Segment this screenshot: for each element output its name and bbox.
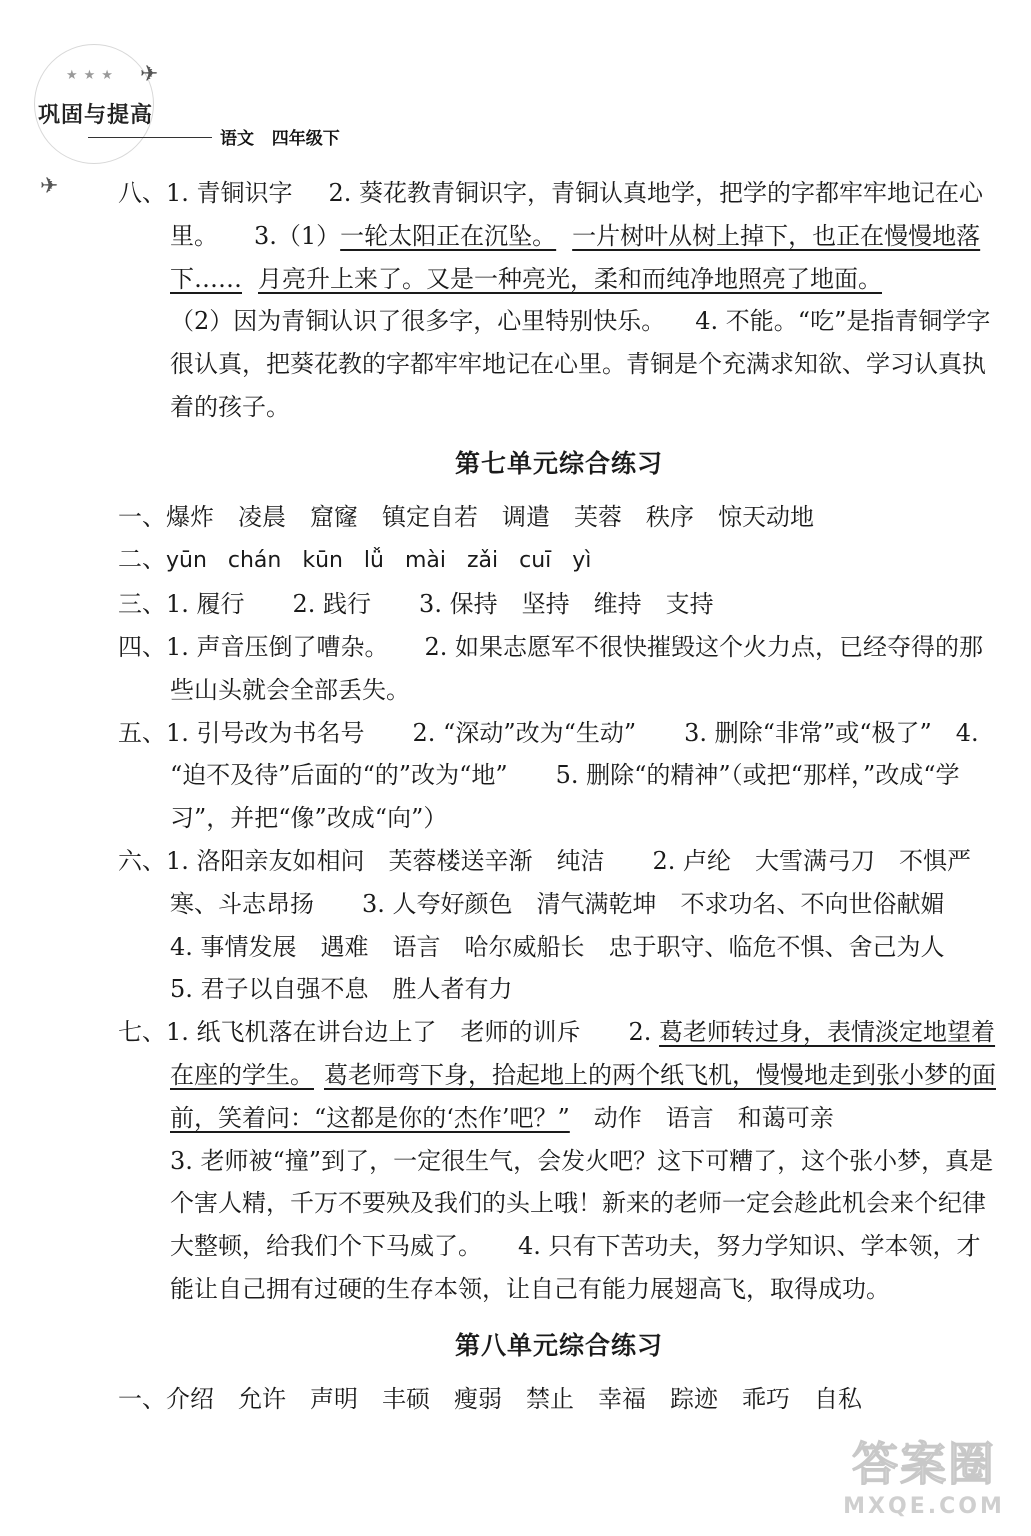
unit7-q2 bbox=[118, 538, 1000, 583]
stars-icon: ★★★ bbox=[66, 68, 119, 83]
q8-underline-1: 一轮太阳正在沉坠。 bbox=[340, 221, 557, 250]
unit7-q7-part2: 动作 语言 和蔼可亲 bbox=[569, 1103, 834, 1132]
subject-grade-label: 语文 四年级下 bbox=[220, 129, 340, 149]
unit7-q4: 四、1. 声音压倒了嘈杂。 2. 如果志愿军不很快摧毁这个火力点，已经夺得的那些山头就会全部丢失。 bbox=[118, 632, 984, 704]
unit7-q1: 一、爆炸 凌晨 窟窿 镇定自若 调遣 芙蓉 秩序 惊天动地 bbox=[118, 502, 814, 531]
unit7-q7-part1: 七、1. 纸飞机落在讲台边上了 老师的训斥 2. bbox=[118, 1018, 660, 1047]
unit7-q2-pinyin: yūn chán kūn lǚ mài zǎi cuī yì bbox=[166, 548, 592, 574]
q8-part2: 2. 葵花教青铜识字，青铜认真地学，把学的字都牢牢地记在心里。 bbox=[170, 179, 984, 250]
q8-answer bbox=[118, 172, 1000, 429]
unit7-title: 第七单元综合练习 bbox=[454, 448, 663, 478]
q8-part3-2: （2）因为青铜认识了很多字，心里特别快乐。 bbox=[170, 307, 666, 336]
unit8-q1: 一、介绍 允许 声明 丰硕 瘦弱 禁止 幸福 踪迹 乖巧 自私 bbox=[118, 1384, 862, 1413]
unit8-title: 第八单元综合练习 bbox=[454, 1330, 663, 1360]
answer-content bbox=[118, 172, 1000, 1420]
unit7-q5: 五、1. 引号改为书名号 2. “深动”改为“生动” 3. 删除“非常”或“极了” 4. “迫不及待”后面的“的”改为“地” 5. 删除“的精神”（或把“那样，”改成“学习”，并把“像”改成“向”） bbox=[118, 718, 979, 833]
watermark-url: MXQE.COM bbox=[843, 1494, 1005, 1519]
q8-underline-2: 一片树叶从树上掉下，也正在慢慢地落下…… bbox=[170, 221, 981, 293]
q8-part4: 4. 不能。“吃”是指青铜学字很认真，把葵花教的字都牢牢地记在心里。青铜是个充满求知欲、学习认真执着的孩子。 bbox=[170, 307, 991, 421]
q8-part1: 八、1. 青铜识字 bbox=[118, 179, 293, 207]
unit7-q3: 三、1. 履行 2. 践行 3. 保持 坚持 维持 支持 bbox=[118, 590, 714, 619]
unit7-q7-underline-1: 葛老师转过身，表情淡定地望着在座的学生。 bbox=[170, 1018, 996, 1089]
unit7-q7 bbox=[118, 1011, 1000, 1311]
q8-part3-label: 3.（1） bbox=[254, 221, 341, 250]
unit7-q6: 六、1. 洛阳亲友如相问 芙蓉楼送辛渐 纯洁 2. 卢纶 大雪满弓刀 不惧严寒、斗志昂扬 3. 人夸好颜色 清气满乾坤 不求功名、不向世俗献媚 4. 事情发展 遇难 语言 哈尔威船长 忠于职守、临危不惧、舍己为人 5. 君子以自强不息 胜人者有力 bbox=[118, 846, 993, 1004]
watermark-logo: 答案圈 bbox=[852, 1437, 996, 1491]
site-watermark bbox=[829, 1434, 1019, 1526]
unit7-q7-part3: 3. 老师被“撞”到了，一定很生气，会发火吧？这下可糟了，这个张小梦，真是个害人精，千万不要殃及我们的头上哦！新来的老师一定会趁此机会来个纪律大整顿，给我们个下马威了。 4. 只有下苦功夫，努力学知识、学本领，才能让自己拥有过硬的生存本领，让自己有能力展翅高飞，取得成功。 bbox=[170, 1146, 994, 1303]
unit7-q2-label: 二、 bbox=[118, 545, 166, 574]
header-rule bbox=[88, 137, 212, 138]
bird-icon: ✈ bbox=[40, 174, 59, 199]
unit7-q7-underline-2: 葛老师弯下身，拾起地上的两个纸飞机，慢慢地走到张小梦的面前，笑着问：“这都是你的‘杰作’吧？” bbox=[170, 1060, 996, 1132]
bird-icon: ✈ bbox=[140, 62, 159, 87]
series-logo-title: 巩固与提高 bbox=[38, 103, 154, 128]
q8-underline-3: 月亮升上来了。又是一种亮光，柔和而纯净地照亮了地面。 bbox=[258, 264, 882, 293]
